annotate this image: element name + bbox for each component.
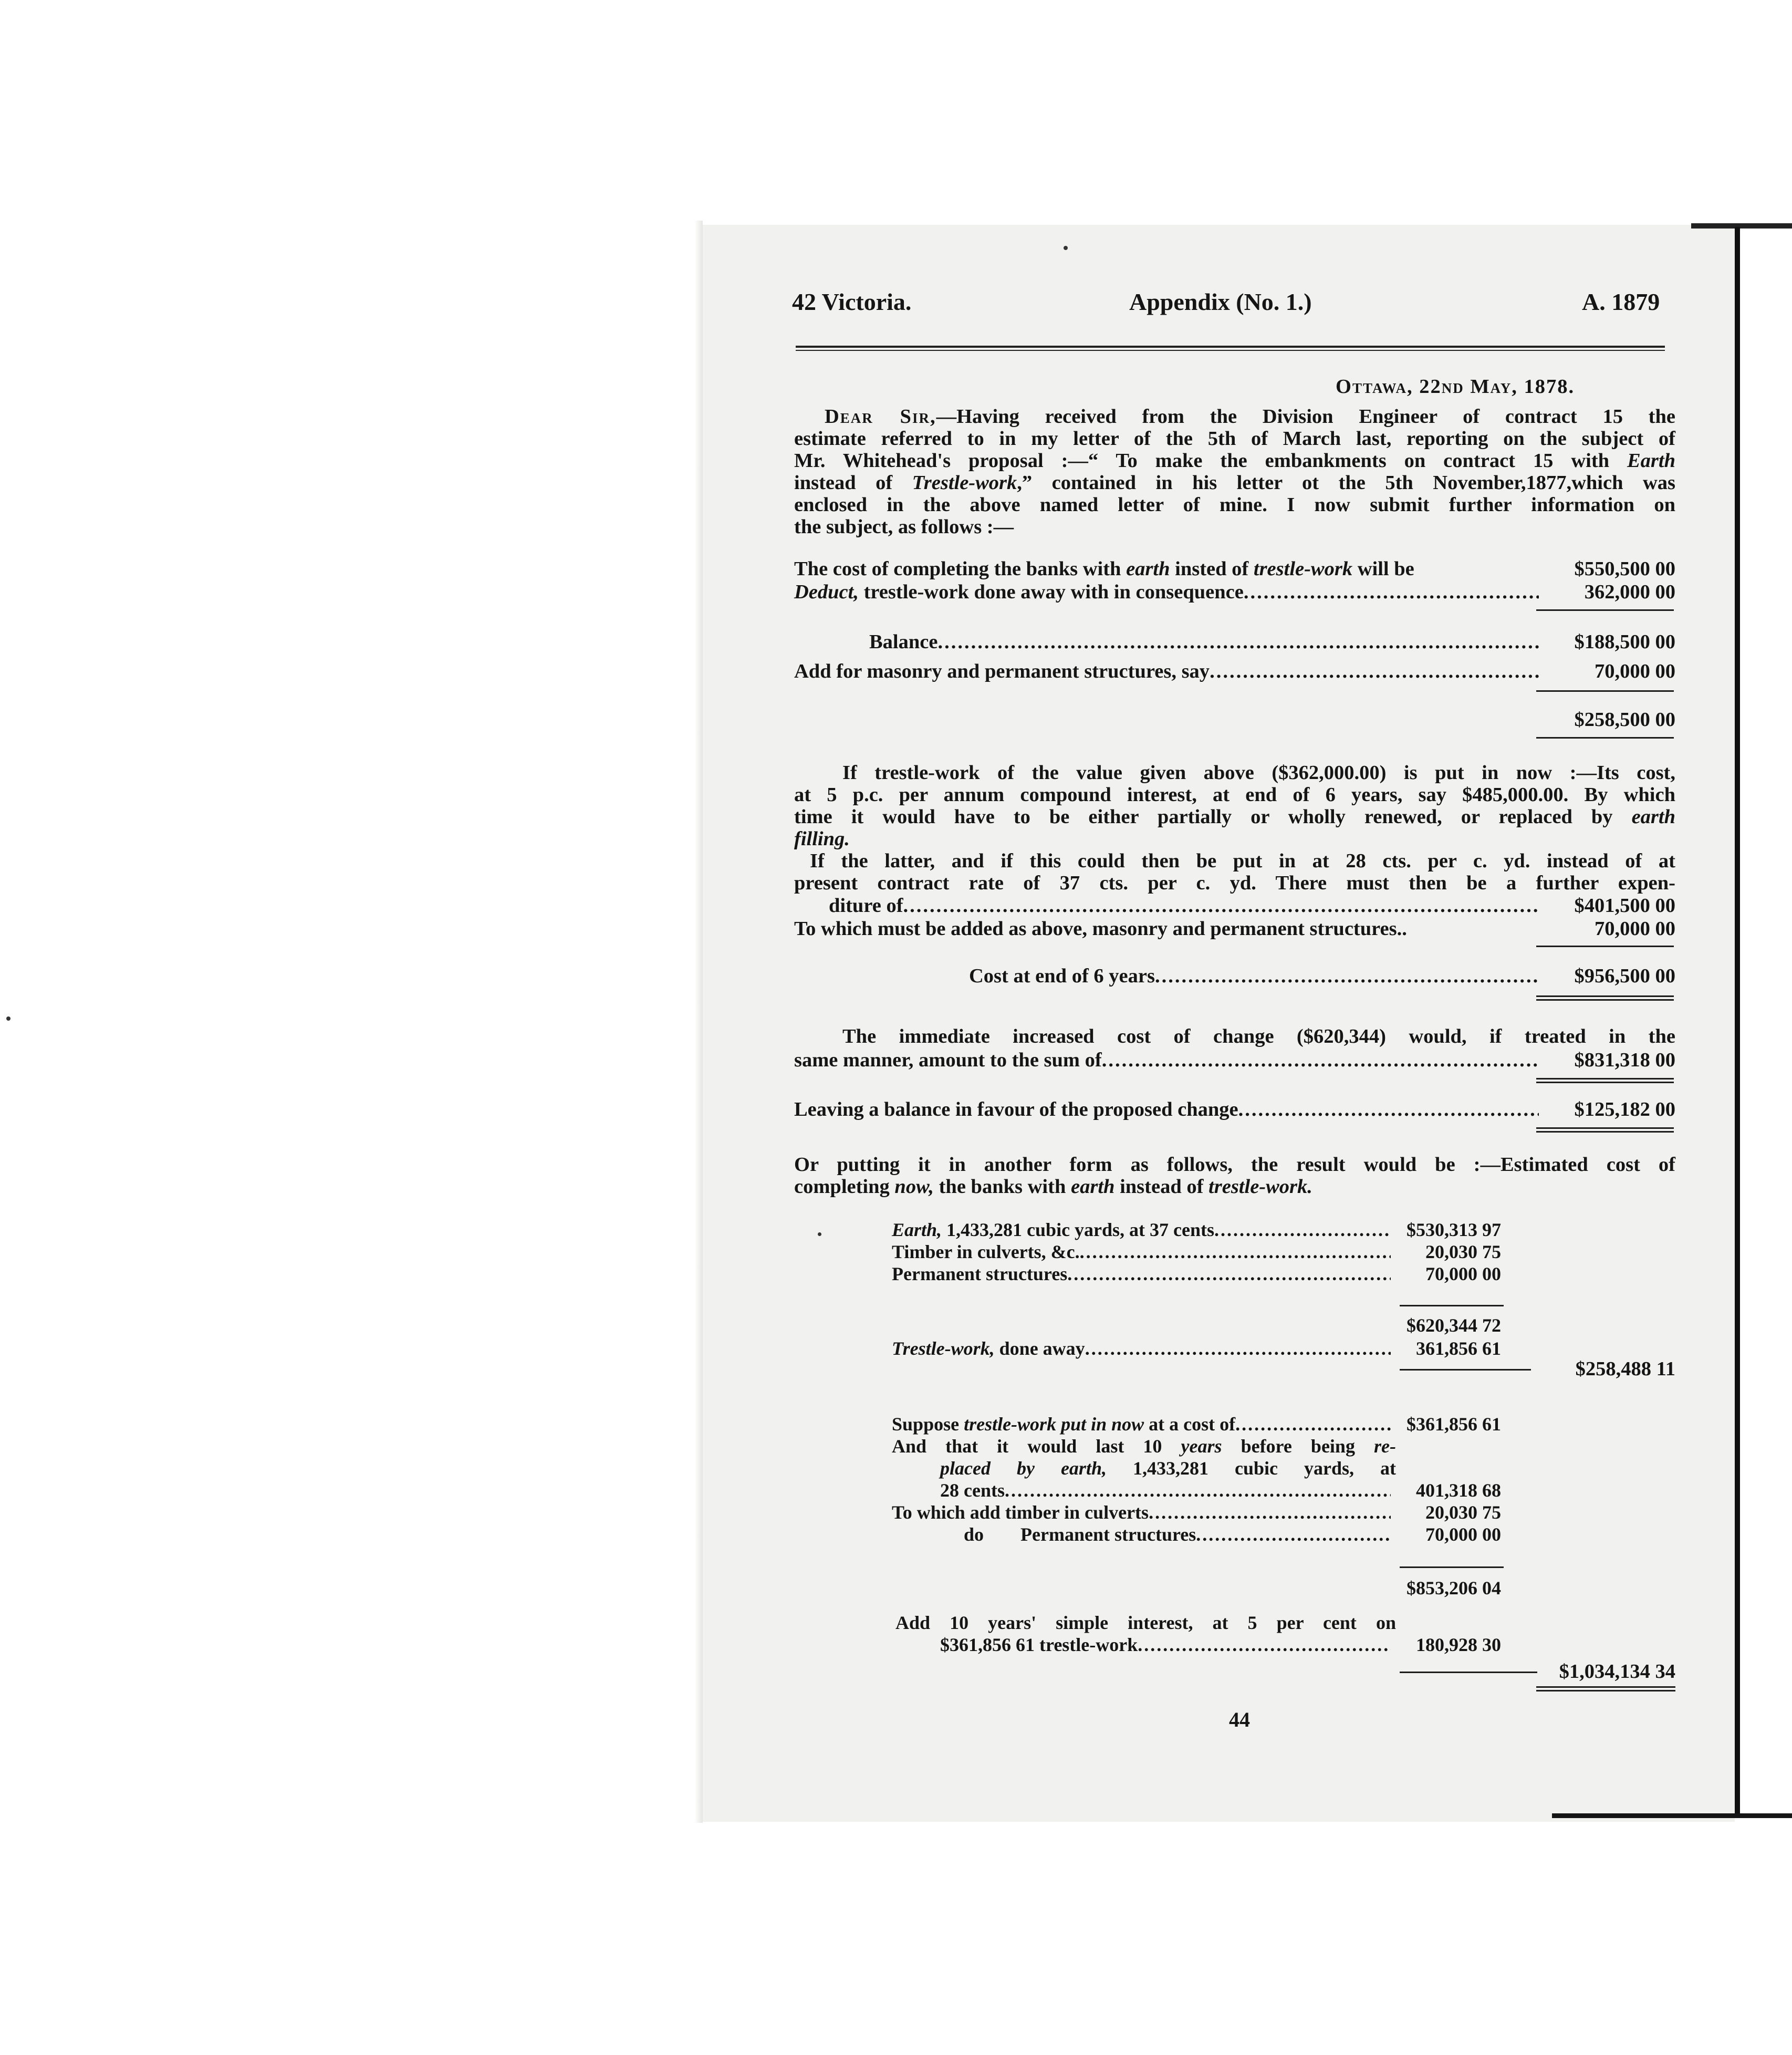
intro-line: enclosed in the above named letter of mine. I now submit further information on xyxy=(794,494,1675,516)
amount: $956,500 00 xyxy=(1574,965,1675,987)
header-rule xyxy=(796,346,1665,348)
cents-line: 28 cents ..... 401,318 68 xyxy=(940,1479,1501,1501)
earth-cost-line: Earth, 1,433,281 cubic yards, at 37 cents ..... $530,313 97 xyxy=(892,1219,1501,1241)
scan-speck xyxy=(818,1232,821,1236)
scan-speck xyxy=(6,1016,11,1021)
page-shadow xyxy=(694,221,703,1823)
amount: $125,182 00 xyxy=(1574,1098,1675,1120)
sum-rule xyxy=(1400,1672,1537,1673)
sum-rule xyxy=(1536,946,1674,947)
header-center: Appendix (No. 1.) xyxy=(1129,288,1312,315)
deduct-line: Deduct, trestle-work done away with in consequence ..... 362,000 00 xyxy=(794,580,1675,603)
trestle-paragraph-line: at 5 p.c. per annum compound interest, at end of 6 years, say $485,000.00. By which xyxy=(794,784,1675,806)
amount: 180,928 30 xyxy=(1416,1634,1501,1655)
amount: $831,318 00 xyxy=(1574,1049,1675,1071)
amount: 362,000 00 xyxy=(1584,581,1675,603)
suppose-line: Suppose trestle-work put in now at a cost of ..... $361,856 61 xyxy=(892,1413,1501,1435)
cost-completing-line: The cost of completing the banks with earth insted of trestle-work will be $550,500 00 xyxy=(794,558,1675,580)
intro-line xyxy=(794,406,1675,428)
placed-line: placed by earth, 1,433,281 cubic yards, at xyxy=(940,1458,1397,1479)
intro-line xyxy=(794,450,1675,472)
header-left: 42 Victoria. xyxy=(792,288,912,315)
amount: $853,206 04 xyxy=(1406,1577,1501,1599)
sum-rule xyxy=(1400,1305,1504,1306)
interest-line: Add 10 years' simple interest, at 5 per cent on xyxy=(895,1612,1396,1633)
sum-rule xyxy=(1536,737,1674,739)
balance-line: Balance ..... $188,500 00 xyxy=(869,630,1675,652)
amount: 401,318 68 xyxy=(1416,1480,1501,1501)
amount: $188,500 00 xyxy=(1574,631,1675,653)
double-rule xyxy=(1536,1686,1675,1691)
amount: 70,000 00 xyxy=(1425,1263,1501,1284)
amount: 70,000 00 xyxy=(1595,660,1675,682)
intro-trestle: Trestle-work xyxy=(912,472,1017,494)
intro-text: Mr. Whitehead's proposal :—“ To make the embankments on contract 15 with xyxy=(794,450,1610,472)
sum-rule xyxy=(1400,1566,1504,1568)
amount: $530,313 97 xyxy=(1406,1219,1501,1240)
latter-paragraph-line: present contract rate of 37 cts. per c. yd. There must then be a further expen- xyxy=(794,872,1675,894)
scan-speck xyxy=(1064,246,1068,250)
intro-text: instead of xyxy=(794,472,893,494)
last-line: And that it would last 10 years before being re- xyxy=(892,1436,1397,1457)
intro-text: which was xyxy=(1571,472,1675,494)
frame-edge-top xyxy=(1691,223,1792,229)
estimate-subtotal-line xyxy=(892,1314,1501,1336)
trestle-paragraph-line: If trestle-work of the value given above ($362,000.00) is put in now :—Its cost, xyxy=(842,762,1675,784)
dateline: Ottawa, 22nd May, 1878. xyxy=(1336,376,1575,398)
amount: 20,030 75 xyxy=(1425,1502,1501,1523)
amount: 70,000 00 xyxy=(1595,918,1675,940)
intro-text: ,” contained in his letter ot the 5th November,1877, xyxy=(1017,472,1572,494)
grand-total: $1,034,134 34 xyxy=(1559,1660,1675,1683)
amount: 70,000 00 xyxy=(1425,1524,1501,1545)
amount: 20,030 75 xyxy=(1425,1241,1501,1262)
intro-line: the subject, as follows :— xyxy=(794,516,1014,538)
masonry-line: Add for masonry and permanent structures, say ..... 70,000 00 xyxy=(794,660,1675,682)
intro-line xyxy=(794,472,1675,494)
sum-rule xyxy=(1536,690,1674,692)
frame-edge-bottom xyxy=(1552,1813,1792,1818)
estimate-difference: $258,488 11 xyxy=(1575,1358,1675,1380)
putting-line: completing now, the banks with earth instead of trestle-work. xyxy=(794,1176,1312,1198)
sum-rule xyxy=(1400,1369,1531,1371)
leaving-line: Leaving a balance in favour of the proposed change ..... $125,182 00 xyxy=(794,1098,1675,1120)
sum-rule xyxy=(1536,609,1674,611)
double-rule xyxy=(1536,1127,1674,1133)
suppose-subtotal-line xyxy=(892,1577,1501,1599)
double-rule xyxy=(1536,1078,1674,1083)
amount: $550,500 00 xyxy=(1574,558,1675,580)
salutation: Dear Sir, xyxy=(825,406,936,428)
header-rule xyxy=(796,350,1665,351)
trestle-paragraph-line: filling. xyxy=(794,828,850,850)
immediate-sum-line: same manner, amount to the sum of ..... $831,318 00 xyxy=(794,1049,1675,1071)
amount: $620,344 72 xyxy=(1406,1315,1501,1336)
amount: $401,500 00 xyxy=(1574,895,1675,917)
permanent-line: Permanent structures ..... 70,000 00 xyxy=(892,1263,1501,1285)
header-right: A. 1879 xyxy=(1582,288,1660,315)
intro-earth: Earth xyxy=(1627,450,1676,472)
diture-line: diture of ..... $401,500 00 xyxy=(829,894,1675,916)
timber-culverts-line: To which add timber in culverts ..... 20,030 75 xyxy=(892,1501,1501,1523)
latter-paragraph-line: If the latter, and if this could then be put in at 28 cts. per c. yd. instead of at xyxy=(810,850,1675,872)
amount: 361,856 61 xyxy=(1416,1338,1501,1359)
interest-amount-line: $361,856 61 trestle-work ..... 180,928 30 xyxy=(940,1634,1501,1656)
cost-end-line: Cost at end of 6 years ..... $956,500 00 xyxy=(969,964,1675,987)
added-line: To which must be added as above, masonry and permanent structures.. 70,000 00 xyxy=(794,918,1675,940)
trestle-done-away-line: Trestle-work, done away ..... 361,856 61 xyxy=(892,1337,1501,1359)
double-rule xyxy=(1536,995,1674,1001)
amount: $361,856 61 xyxy=(1406,1414,1501,1435)
timber-line: Timber in culverts, &c. ..... 20,030 75 xyxy=(892,1241,1501,1263)
page-number: 44 xyxy=(1229,1708,1250,1731)
intro-text: —Having received from the Division Engineer of contract 15 the xyxy=(936,406,1675,428)
first-total-line xyxy=(794,708,1675,730)
frame-edge-right xyxy=(1735,227,1740,1813)
amount: $258,500 00 xyxy=(1574,709,1675,731)
trestle-paragraph-line: time it would have to be either partially or wholly renewed, or replaced by earth xyxy=(794,806,1676,828)
intro-line: estimate referred to in my letter of the 5th of March last, reporting on the subject of xyxy=(794,428,1675,450)
immediate-line: The immediate increased cost of change ($620,344) would, if treated in the xyxy=(842,1025,1675,1047)
putting-line: Or putting it in another form as follows, the result would be :—Estimated cost of xyxy=(794,1154,1675,1176)
ditto-permanent-line: do Permanent structures ..... 70,000 00 xyxy=(964,1523,1501,1545)
